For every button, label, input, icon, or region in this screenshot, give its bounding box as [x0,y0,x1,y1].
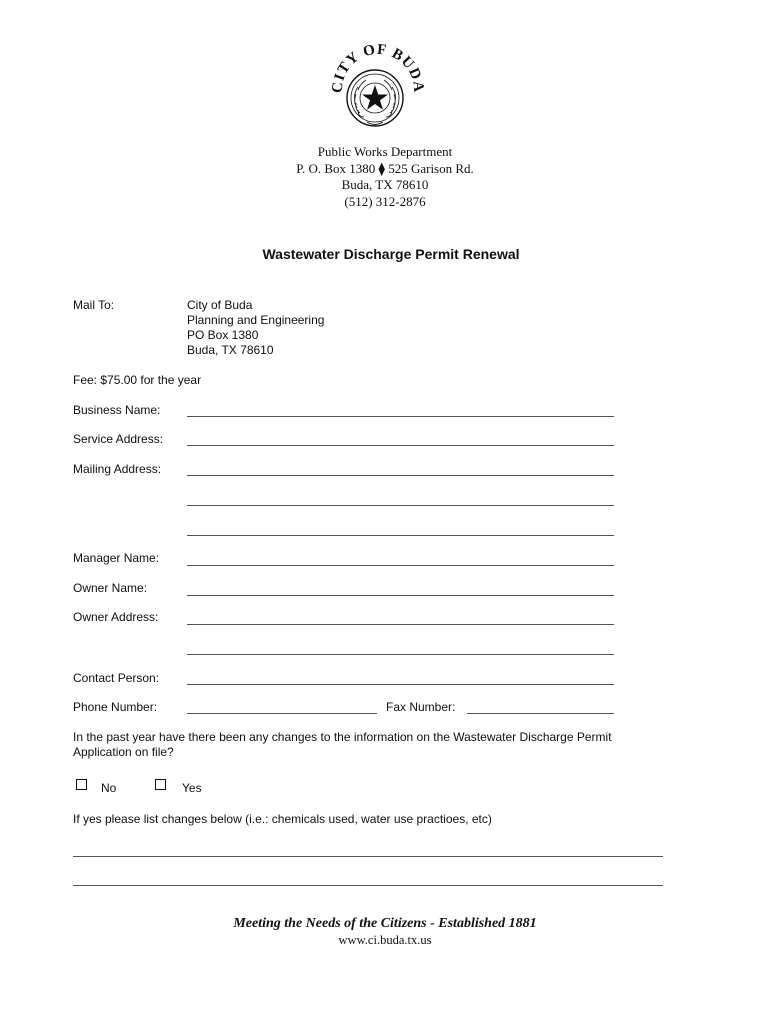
mailing-address-field-1[interactable] [187,475,614,476]
mail-to-line-2: Planning and Engineering [187,313,325,327]
no-checkbox[interactable] [76,779,87,790]
phone-number-label: Phone Number: [73,700,158,714]
changes-prompt: If yes please list changes below (i.e.: chemicals used, water use practioes, etc) [73,812,492,826]
mail-to-line-1: City of Buda [187,298,253,312]
contact-person-field[interactable] [187,684,614,685]
mailing-address-field-2[interactable] [187,505,614,506]
owner-name-label: Owner Name: [73,581,148,595]
city-seal-logo [322,40,432,140]
service-address-field[interactable] [187,445,614,446]
mailing-address-field-3[interactable] [187,535,614,536]
owner-address-field-1[interactable] [187,624,614,625]
department-name: Public Works Department [317,144,453,159]
form-title: Wastewater Discharge Permit Renewal [262,246,520,262]
owner-address-field-2[interactable] [187,654,614,655]
fax-number-label: Fax Number: [386,700,456,714]
fax-number-field[interactable] [467,713,614,714]
city-state-zip: Buda, TX 78610 [341,177,429,192]
manager-name-label: Manager Name: [73,551,160,565]
mail-to-line-3: PO Box 1380 [187,328,259,342]
changes-question: In the past year have there been any changes to the information on the Wastewater Discharge Permit Application on file? [73,730,612,759]
phone-number: (512) 312-2876 [344,193,426,209]
yes-label: Yes [182,781,202,795]
no-label: No [101,781,117,795]
footer-website: www.ci.buda.tx.us [338,933,432,947]
owner-address-label: Owner Address: [73,610,159,624]
fee-text: Fee: $75.00 for the year [73,373,202,387]
service-address-label: Service Address: [73,432,164,446]
yes-checkbox[interactable] [155,779,166,790]
mailing-address-label: Mailing Address: [73,462,162,476]
svg-text:CITY OF BUDA: CITY OF BUDA [329,41,427,94]
business-name-label: Business Name: [73,403,161,417]
changes-field-1[interactable] [73,856,663,857]
phone-number-field[interactable] [187,713,377,714]
changes-field-2[interactable] [73,885,663,886]
mail-to-line-4: Buda, TX 78610 [187,343,274,357]
business-name-field[interactable] [187,416,614,417]
footer-motto: Meeting the Needs of the Citizens - Established 1881 [233,916,537,931]
contact-person-label: Contact Person: [73,671,160,685]
mail-to-label: Mail To: [73,298,115,312]
manager-name-field[interactable] [187,565,614,566]
owner-name-field[interactable] [187,595,614,596]
postal-address: P. O. Box 1380 ⧫ 525 Garison Rd. [296,160,474,176]
